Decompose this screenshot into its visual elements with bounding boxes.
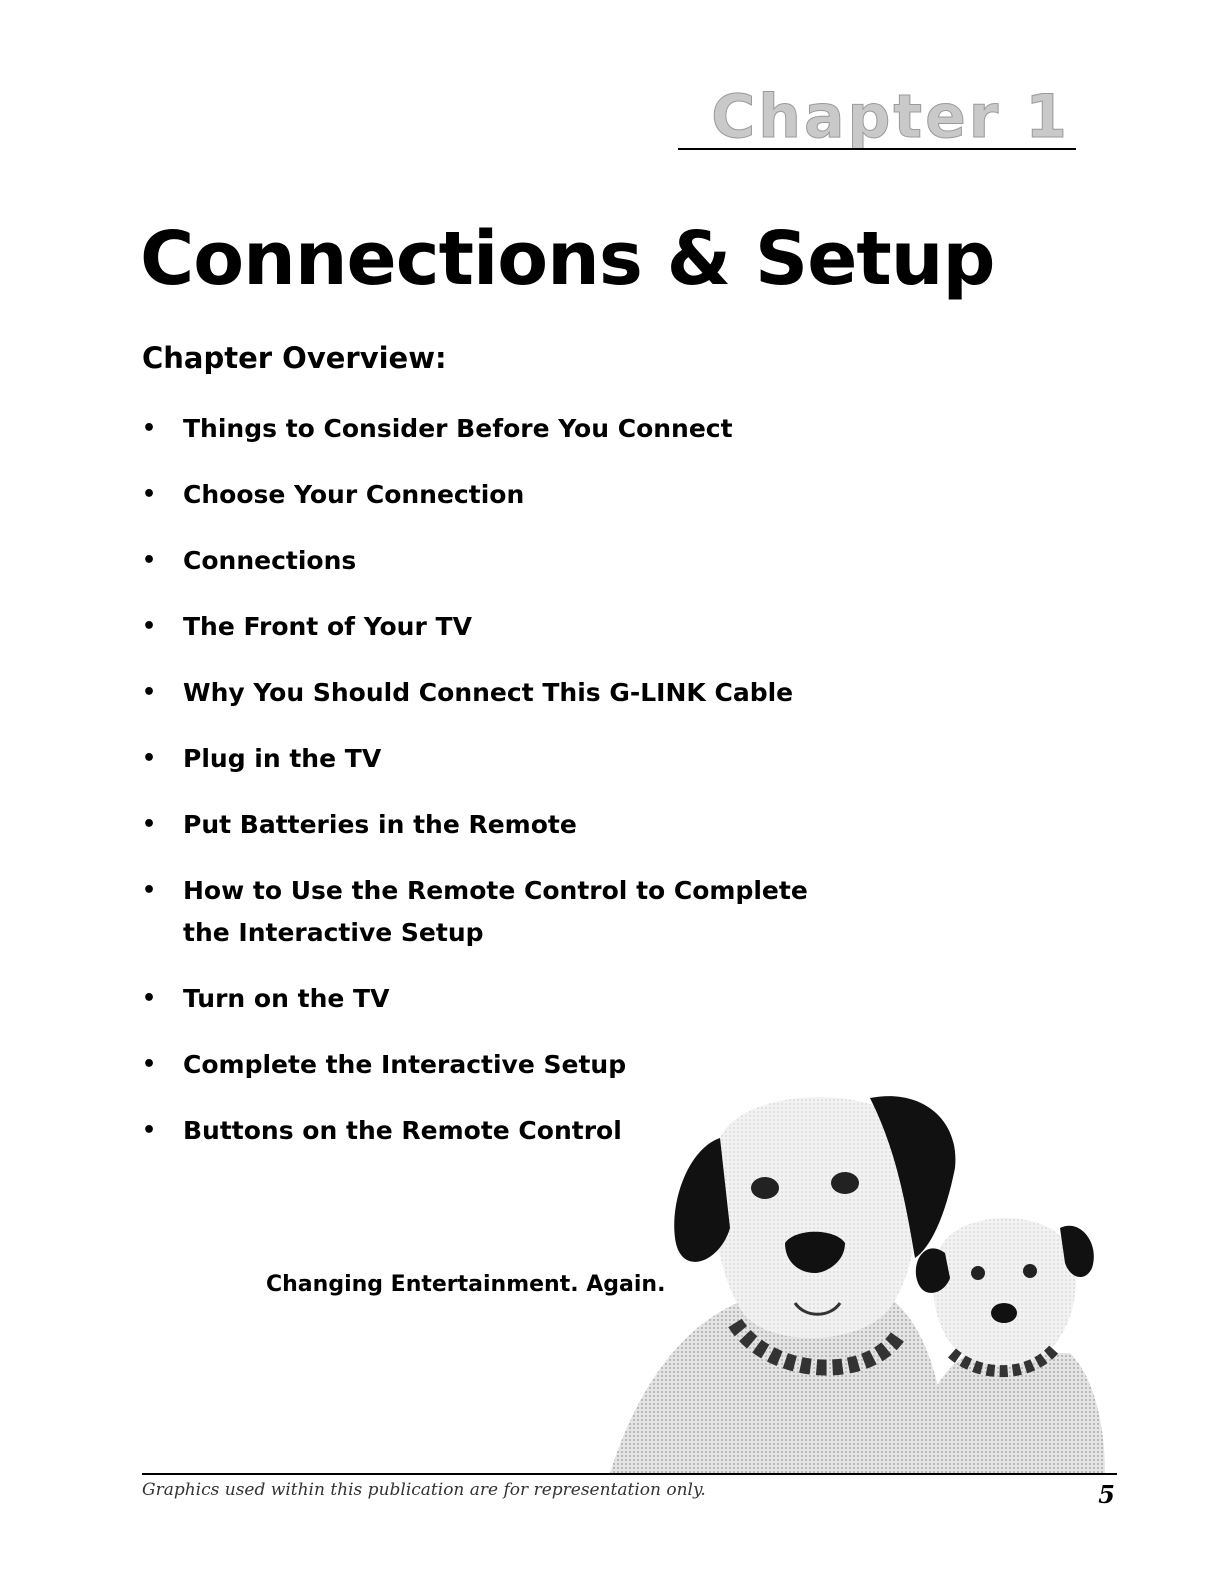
tagline: Changing Entertainment. Again. <box>266 1272 666 1297</box>
list-item <box>142 540 862 582</box>
list-item <box>142 738 862 780</box>
bullet-icon: • <box>142 986 157 1011</box>
overview-heading: Chapter Overview: <box>142 341 447 375</box>
bullet-icon: • <box>142 614 157 639</box>
list-item <box>142 870 862 954</box>
bullet-icon: • <box>142 680 157 705</box>
list-item-text: Choose Your Connection <box>183 480 525 509</box>
two-dogs-photo-icon <box>600 1078 1110 1473</box>
bullet-icon: • <box>142 482 157 507</box>
overview-list <box>142 408 862 1176</box>
bullet-icon: • <box>142 746 157 771</box>
footer-rule <box>142 1473 1117 1475</box>
footer-note: Graphics used within this publication are for representation only. <box>142 1480 706 1500</box>
list-item <box>142 606 862 648</box>
bullet-icon: • <box>142 1052 157 1077</box>
bullet-icon: • <box>142 812 157 837</box>
list-item-text: Turn on the TV <box>183 984 390 1013</box>
bullet-icon: • <box>142 1118 157 1143</box>
bullet-icon: • <box>142 548 157 573</box>
page-number: 5 <box>1098 1480 1115 1509</box>
list-item-text: The Front of Your TV <box>183 612 472 641</box>
page-title: Connections & Setup <box>140 216 995 302</box>
chapter-label: Chapter 1 <box>711 82 1070 152</box>
list-item-text: Complete the Interactive Setup <box>183 1050 627 1079</box>
list-item-text: Put Batteries in the Remote <box>183 810 577 839</box>
list-item <box>142 474 862 516</box>
list-item <box>142 804 862 846</box>
chapter-rule <box>678 148 1076 150</box>
list-item-text: Plug in the TV <box>183 744 382 773</box>
list-item-text: Connections <box>183 546 357 575</box>
list-item <box>142 408 862 450</box>
bullet-icon: • <box>142 416 157 441</box>
list-item <box>142 672 862 714</box>
list-item-text: Why You Should Connect This G-LINK Cable <box>183 678 794 707</box>
list-item-text: Things to Consider Before You Connect <box>183 414 733 443</box>
list-item-text: How to Use the Remote Control to Complete the Interactive Setup <box>183 876 808 947</box>
list-item <box>142 978 862 1020</box>
bullet-icon: • <box>142 878 157 903</box>
list-item-text: Buttons on the Remote Control <box>183 1116 622 1145</box>
